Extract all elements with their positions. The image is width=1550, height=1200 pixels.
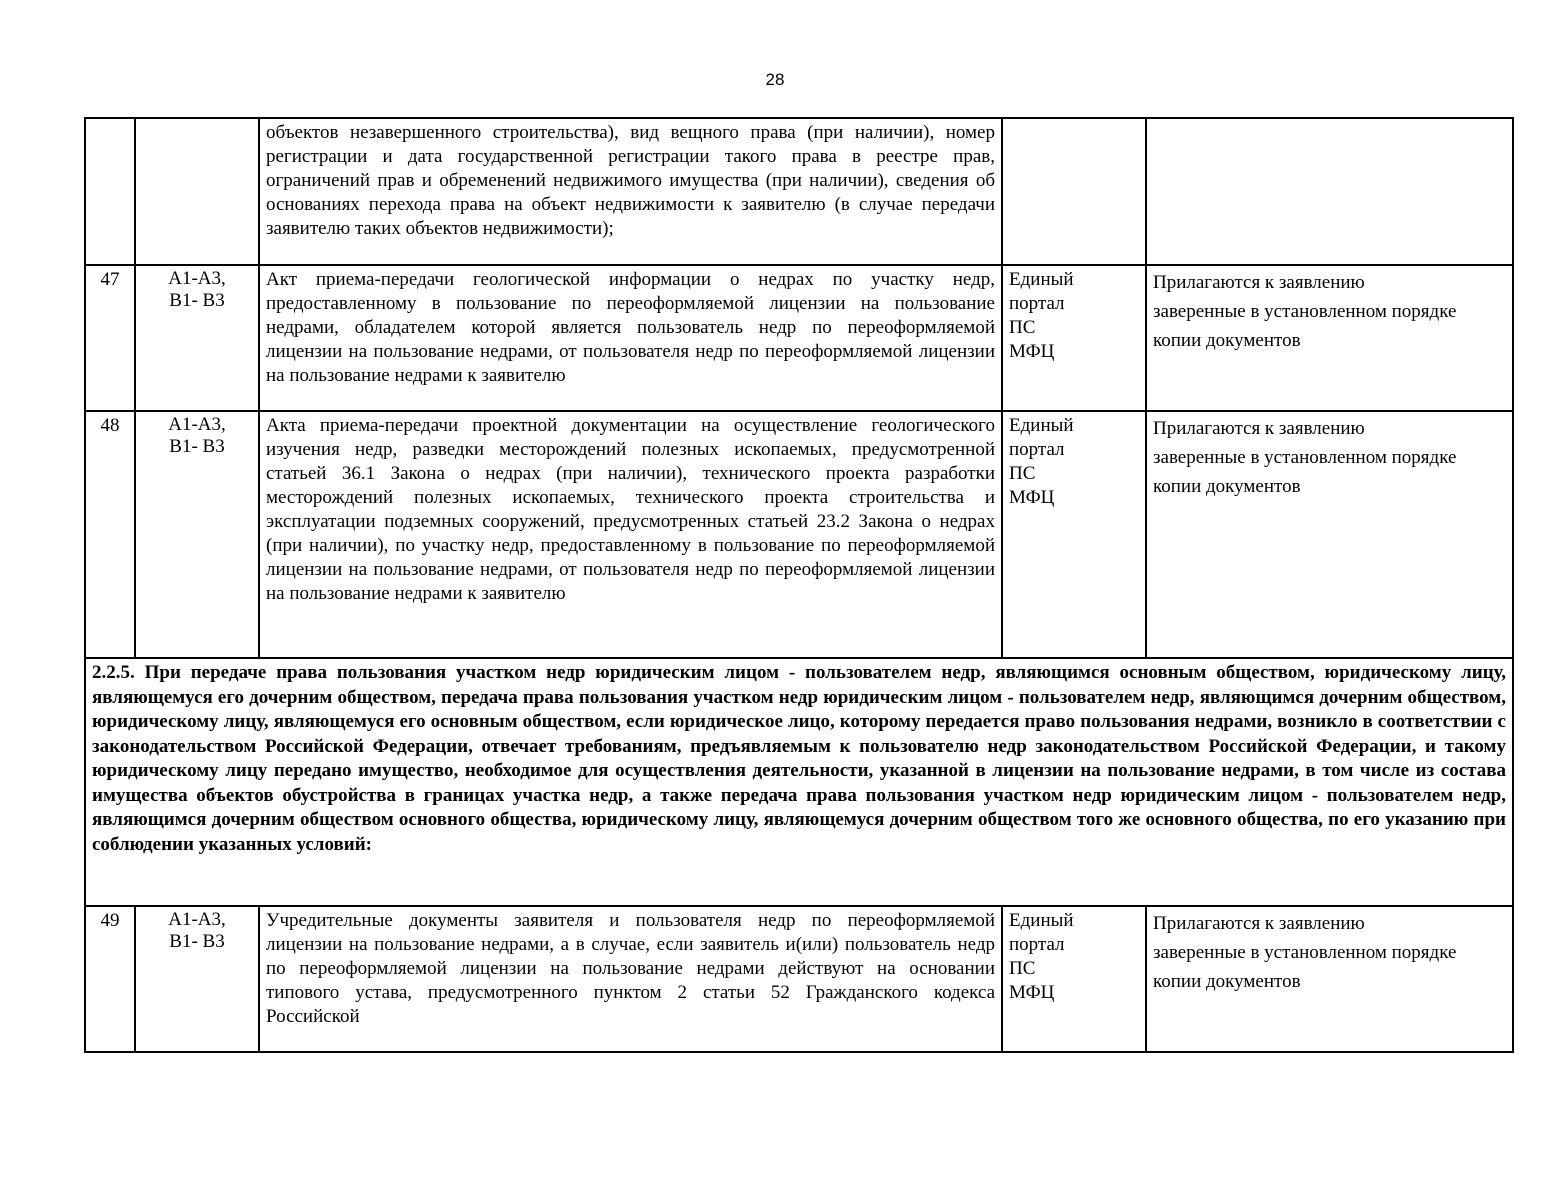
table-row — [85, 118, 1513, 265]
applicant-category: А1-А3, В1- В3 — [135, 265, 259, 411]
document-note: Прилагаются к заявлению заверенные в установленном порядке копии документов — [1146, 411, 1513, 658]
submission-channels: Единый портал ПС МФЦ — [1002, 411, 1146, 658]
submission-channels — [1002, 118, 1146, 265]
row-number: 49 — [85, 906, 135, 1052]
row-number — [85, 118, 135, 265]
applicant-category: А1-А3, В1- В3 — [135, 906, 259, 1052]
applicant-category — [135, 118, 259, 265]
submission-channels: Единый портал ПС МФЦ — [1002, 265, 1146, 411]
document-description: объектов незавершенного строительства), вид вещного права (при наличии), номер регистрации и дата государственной регистрации такого права в реестре прав, ограничений прав и обременений недвижимого имущества (при наличии), сведения об основаниях перехода права на объект недвижимости к заявителю (в случае передачи заявителю таких объектов недвижимости); — [259, 118, 1002, 265]
document-description: Акт приема-передачи геологической информации о недрах по участку недр, предоставленному в пользование по переоформляемой лицензии на пользование недрами, обладателем которой является пользователь недр по переоформляемой лицензии на пользование недрами, от пользователя недр по переоформляемой лицензии на пользование недрами к заявителю — [259, 265, 1002, 411]
document-note — [1146, 118, 1513, 265]
table-row — [85, 906, 1513, 1052]
section-heading: 2.2.5. При передаче права пользования участком недр юридическим лицом - пользователем недр, являющимся основным обществом, юридическому лицу, являющемуся его дочерним обществом, передача права пользования участком недр юридическим лицом - пользователем недр, являющимся дочерним обществом, юридическому лицу, являющемуся его основным обществом, если юридическое лицо, которому передается право пользования недрами, возникло в соответствии с законодательством Российской Федерации, отвечает требованиям, предъявляемым к пользователю недр законодательством Российской Федерации, и такому юридическому лицу передано имущество, необходимое для осуществления деятельности, указанной в лицензии на пользование недрами, в том числе из состава имущества объектов обустройства в границах участка недр, а также передача права пользования участком недр юридическим лицом - пользователем недр, являющимся дочерним обществом основного общества, юридическому лицу, являющемуся дочерним обществом того же основного общества, по его указанию при соблюдении указанных условий: — [85, 658, 1513, 906]
row-number: 48 — [85, 411, 135, 658]
submission-channels: Единый портал ПС МФЦ — [1002, 906, 1146, 1052]
row-number: 47 — [85, 265, 135, 411]
applicant-category: А1-А3, В1- В3 — [135, 411, 259, 658]
document-description: Акта приема-передачи проектной документации на осуществление геологического изучения недр, разведки месторождений полезных ископаемых, предусмотренной статьей 36.1 Закона о недрах (при наличии), технического проекта разработки месторождений полезных ископаемых, технического проекта строительства и эксплуатации подземных сооружений, предусмотренных статьей 23.2 Закона о недрах (при наличии), по участку недр, предоставленному в пользование по переоформляемой лицензии на пользование недрами, от пользователя недр по переоформляемой лицензии на пользование недрами к заявителю — [259, 411, 1002, 658]
document-note: Прилагаются к заявлению заверенные в установленном порядке копии документов — [1146, 906, 1513, 1052]
section-row — [85, 658, 1513, 906]
table-row — [85, 265, 1513, 411]
document-description: Учредительные документы заявителя и пользователя недр по переоформляемой лицензии на пользование недрами, а в случае, если заявитель и(или) пользователь недр по переоформляемой лицензии на пользование недрами действуют на основании типового устава, предусмотренного пунктом 2 статьи 52 Гражданского кодекса Российской — [259, 906, 1002, 1052]
document-note: Прилагаются к заявлению заверенные в установленном порядке копии документов — [1146, 265, 1513, 411]
page-number: 28 — [765, 70, 785, 89]
table-row — [85, 411, 1513, 658]
documents-table — [84, 117, 1514, 1053]
